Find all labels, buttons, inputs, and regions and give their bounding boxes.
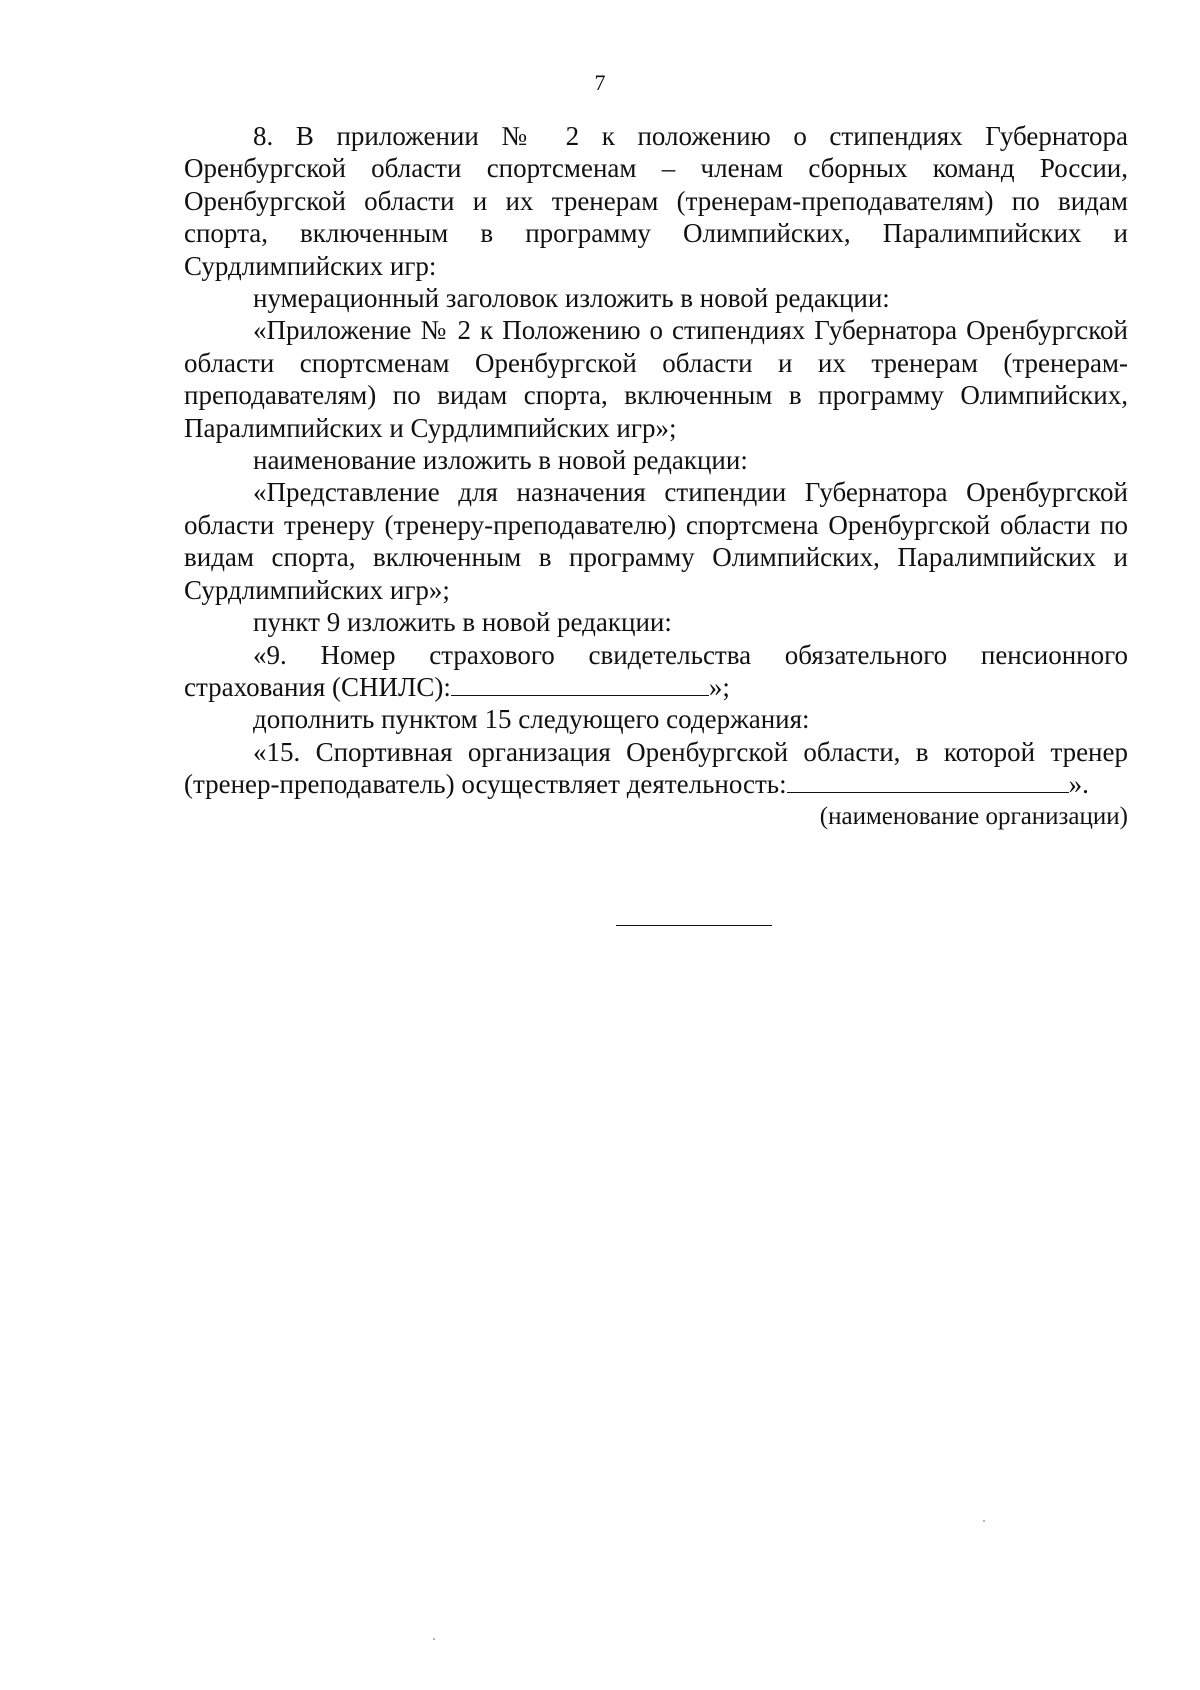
item-9-suffix: »; — [708, 671, 730, 702]
paragraph-new-numbering-heading: «Приложение № 2 к Положению о стипендиях Губернатора Оренбургской области спортсменам Оренбургской области и их тренерам (тренерам-преподавателям) по видам спорта, включенным в программу Олимпийских, Паралимпийских и Сурдлимпийских игр»; — [184, 315, 1128, 443]
organization-name-caption: (наименование организации) — [819, 802, 1128, 830]
paragraph-new-title: «Представление для назначения стипендии Губернатора Оренбургской области тренеру (тренеру-преподавателю) спортсмена Оренбургской области по видам спорта, включенным в программу Олимпийских, Паралимпийских и Сурдлимпийских игр»; — [184, 477, 1128, 605]
item-15-text: «15. Спортивная организация Оренбургской области, в которой тренер (тренер-преподаватель) осуществляет деятельность: — [184, 736, 1128, 800]
paragraph-numbering-heading-instruction: нумерационный заголовок изложить в новой редакции: — [253, 283, 890, 314]
paragraph-add-clause-instruction: дополнить пунктом 15 следующего содержания: — [253, 704, 810, 735]
organization-blank-line — [787, 770, 1069, 793]
paragraph-item-15 — [184, 736, 1128, 801]
paragraph-item-8: 8. В приложении № 2 к положению о стипендиях Губернатора Оренбургской области спортсменам – членам сборных команд России, Оренбургской области и их тренерам (тренерам-преподавателям) по видам спорта, включенным в программу Олимпийских, Паралимпийских и Сурдлимпийских игр: — [184, 121, 1128, 281]
document-body — [184, 120, 1128, 833]
scan-speck — [983, 1520, 985, 1522]
page-number: 7 — [594, 70, 606, 95]
item-15-suffix: ». — [1068, 769, 1089, 800]
paragraph-title-instruction: наименование изложить в новой редакции: — [253, 445, 748, 476]
paragraph-item-9-instruction: пункт 9 изложить в новой редакции: — [253, 607, 672, 638]
item-9-text: «9. Номер страхового свидетельства обязательного пенсионного страхования (СНИЛС): — [184, 639, 1128, 702]
snils-blank-line — [451, 673, 709, 696]
paragraph-item-9 — [184, 639, 1128, 704]
scan-speck — [433, 1638, 435, 1640]
end-of-document-rule — [616, 925, 772, 926]
